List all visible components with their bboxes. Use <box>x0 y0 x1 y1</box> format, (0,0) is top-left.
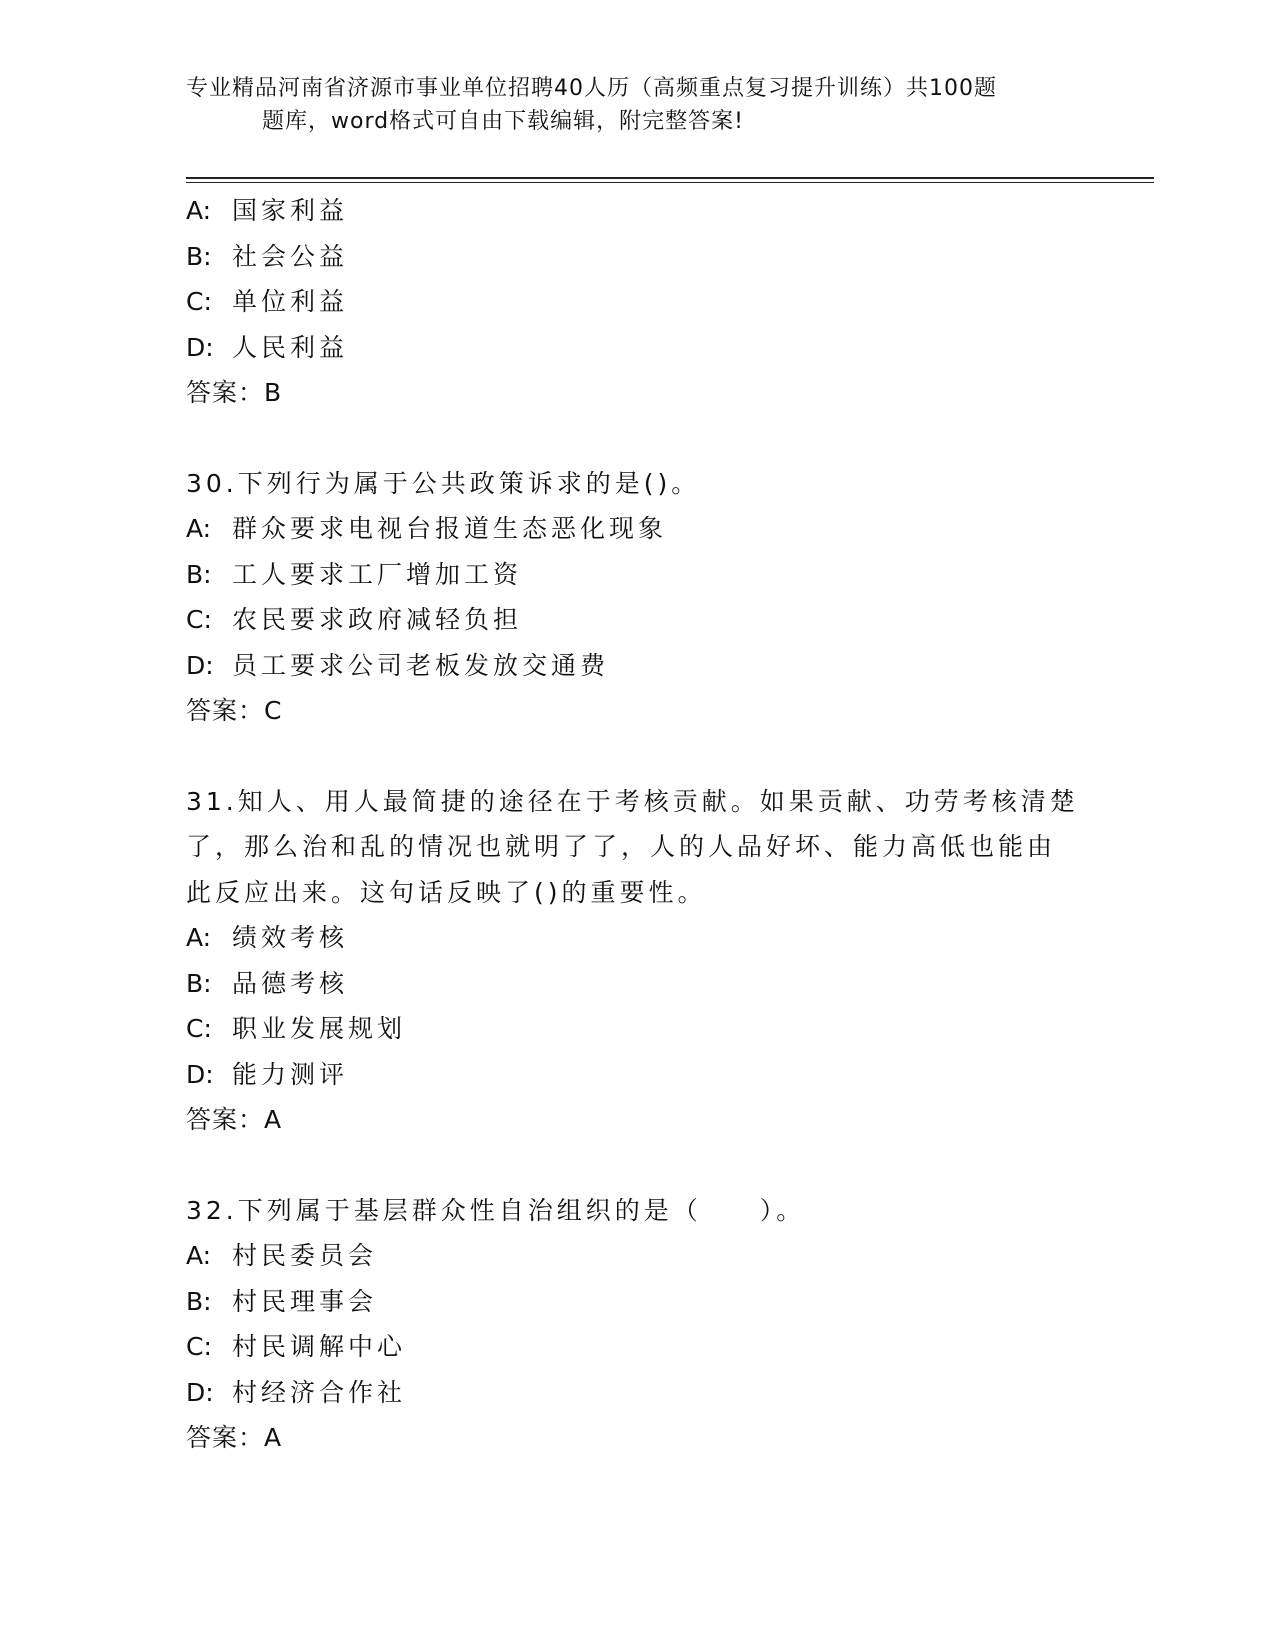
option-letter: B: <box>186 1286 212 1316</box>
question-31-block <box>186 779 1086 1143</box>
option-text: 社会公益 <box>232 241 349 271</box>
option-a <box>186 1233 1086 1279</box>
option-text: 村民委员会 <box>232 1241 378 1270</box>
option-letter: D: <box>186 1059 214 1089</box>
option-letter: D: <box>186 332 214 362</box>
answer-line: 答案：C <box>186 696 283 725</box>
option-d <box>186 1370 1086 1416</box>
option-c <box>186 279 1086 325</box>
spacer <box>186 416 1086 461</box>
document-title-line1: 专业精品河南省济源市事业单位招聘40人历（高频重点复习提升训练）共100题 <box>186 76 997 101</box>
option-text: 单位利益 <box>232 287 349 316</box>
question-30-block <box>186 461 1086 734</box>
option-letter: A: <box>186 514 212 543</box>
question-text-line: 31.知人、用人最简捷的途径在于考核贡献。如果贡献、功劳考核清楚 <box>186 786 1079 816</box>
option-text: 职业发展规划 <box>232 1014 407 1043</box>
answer-line: 答案：A <box>186 1423 283 1452</box>
option-text: 村经济合作社 <box>232 1377 407 1407</box>
option-a <box>186 188 1086 234</box>
header-rule-thin <box>186 182 1154 183</box>
option-text: 群众要求电视台报道生态恶化现象 <box>232 514 668 543</box>
option-text: 村民调解中心 <box>232 1332 407 1361</box>
answer-line: 答案：A <box>186 1105 283 1134</box>
option-letter: C: <box>186 1014 212 1043</box>
header-rule-thick <box>186 177 1154 179</box>
option-a <box>186 915 1086 961</box>
answer-line: 答案：B <box>186 378 283 407</box>
option-b <box>186 552 1086 598</box>
option-text: 人民利益 <box>232 332 349 362</box>
option-b <box>186 234 1086 280</box>
option-d <box>186 1052 1086 1098</box>
option-text: 员工要求公司老板发放交通费 <box>232 650 610 680</box>
question-text-line: 了，那么治和乱的情况也就明了了，人的人品好坏、能力高低也能由 <box>186 832 1057 861</box>
spacer <box>186 1143 1086 1188</box>
option-letter: C: <box>186 1332 212 1361</box>
option-c <box>186 597 1086 643</box>
option-b <box>186 1279 1086 1325</box>
option-d <box>186 325 1086 371</box>
option-letter: A: <box>186 196 212 225</box>
option-text: 农民要求政府减轻负担 <box>232 605 523 634</box>
option-text: 国家利益 <box>232 196 349 225</box>
option-letter: A: <box>186 923 212 952</box>
option-text: 绩效考核 <box>232 923 349 952</box>
option-letter: A: <box>186 1241 212 1270</box>
question-32-block <box>186 1188 1086 1461</box>
page-header <box>186 72 1066 138</box>
option-text: 能力测评 <box>232 1059 349 1089</box>
option-text: 品德考核 <box>232 968 349 998</box>
option-text: 村民理事会 <box>232 1286 378 1316</box>
option-letter: D: <box>186 650 214 680</box>
option-letter: D: <box>186 1377 214 1407</box>
option-d <box>186 643 1086 689</box>
question-list <box>186 188 1086 1461</box>
option-letter: B: <box>186 968 212 998</box>
spacer <box>186 734 1086 779</box>
question-text: 30.下列行为属于公共政策诉求的是()。 <box>186 468 701 498</box>
option-a <box>186 506 1086 552</box>
option-letter: B: <box>186 559 212 589</box>
option-letter: B: <box>186 241 212 271</box>
document-title-line2: 题库，word格式可自由下载编辑，附完整答案! <box>262 109 744 134</box>
question-text: 32.下列属于基层群众性自治组织的是（ ）。 <box>186 1195 806 1225</box>
option-b <box>186 961 1086 1007</box>
option-text: 工人要求工厂增加工资 <box>232 559 523 589</box>
option-letter: C: <box>186 605 212 634</box>
option-c <box>186 1006 1086 1052</box>
question-text-line: 此反应出来。这句话反映了()的重要性。 <box>186 877 707 907</box>
option-c <box>186 1324 1086 1370</box>
question-29-block <box>186 188 1086 416</box>
option-letter: C: <box>186 287 212 316</box>
